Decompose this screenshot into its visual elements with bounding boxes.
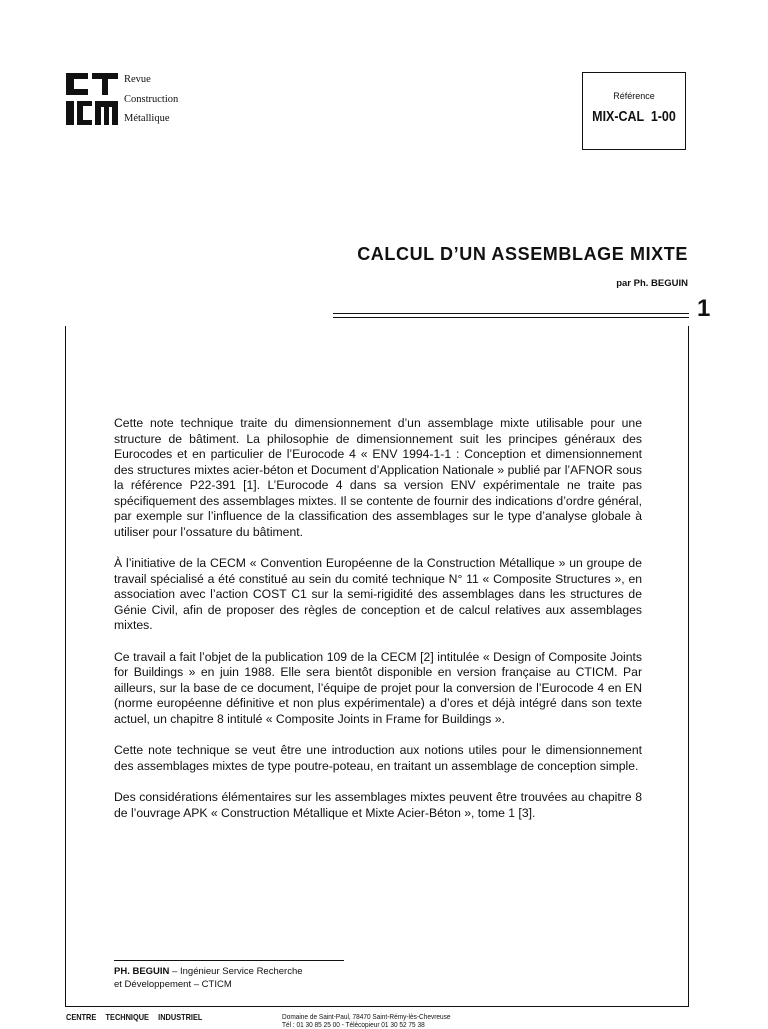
article-body: [114, 416, 642, 837]
publication-line-3: Métallique: [124, 113, 170, 124]
title-rule-bottom: [333, 317, 689, 318]
cticm-logo: [66, 73, 118, 125]
body-paragraph-4: Cette note technique se veut être une introduction aux notions utiles pour le dimensionnement des assemblages mixtes de type poutre-poteau, en traitant un assemblage de conception simple.: [114, 743, 642, 773]
footnote-author-name: PH. BEGUIN: [114, 966, 170, 977]
article-byline: par Ph. BEGUIN: [616, 278, 688, 289]
body-paragraph-3: Ce travail a fait l’objet de la publication 109 de la CECM [2] intitulée « Design of Composite Joints for Buildings » en juin 1988. Elle sera bientôt disponible en version française au CTICM. Par ailleurs, sur la base de ce document, l’équipe de projet pour la conversion de l’Eurocode 4 en EN (norme européenne définitive et non plus expérimentale) a d’ores et déjà intégré dans son texte actuel, un chapitre 8 intitulé « Composite Joints in Frame for Buildings ».: [114, 649, 642, 726]
footnote-author-affiliation: et Développement – CTICM: [114, 979, 232, 990]
footer-address-line-1: Domaine de Saint-Paul, 78470 Saint-Rémy-lès-Chevreuse: [282, 1012, 451, 1021]
frame-left-border: [65, 326, 66, 1007]
footnote-author-role: – Ingénieur Service Recherche: [169, 966, 303, 977]
frame-right-border: [688, 326, 689, 1007]
footnote-rule: [114, 960, 344, 961]
body-paragraph-1: Cette note technique traite du dimensionnement d’un assemblage mixte utilisable pour une structure de bâtiment. La philosophie de dimensionnement suit les principes généraux des Eurocodes et en particulier de l’Eurocode 4 « ENV 1994-1-1 : Conception et dimensionnement des structures mixtes acier-béton et Document d’Application Nationale » publié par l’AFNOR sous la référence P22-391 [1]. L’Eurocode 4 dans sa version ENV expérimentale ne traite pas spécifiquement des assemblages mixtes. Il se contente de fournir des indications d’ordre général, par exemple sur l’influence de la classification des assemblages sur le type d’analyse globale à utiliser pour l’ossature du bâtiment.: [114, 416, 642, 539]
reference-value: MIX-CAL 1-00: [592, 109, 676, 125]
footer-organization: CENTRE TECHNIQUE INDUSTRIEL: [66, 1013, 203, 1022]
reference-label: Référence: [613, 91, 655, 101]
article-title: CALCUL D’UN ASSEMBLAGE MIXTE: [357, 244, 688, 264]
frame-bottom-border: [65, 1006, 689, 1007]
body-paragraph-2: À l’initiative de la CECM « Convention Européenne de la Construction Métallique » un groupe de travail spécialisé a été constitué au sein du comité technique N° 11 « Composite Structures », en association avec l’action COST C1 sur la semi-rigidité des assemblages dans les structures de Génie Civil, afin de proposer des règles de conception et de calcul relatives aux assemblages mixtes.: [114, 556, 642, 632]
footer-address-line-2: Tél : 01 30 85 25 00 - Télécopieur 01 30 52 75 38: [282, 1020, 425, 1029]
author-footnote: [114, 965, 303, 991]
publication-name: [124, 70, 178, 129]
footer-address: [282, 1013, 450, 1029]
reference-box: [582, 72, 686, 150]
title-rule-top: [333, 313, 689, 314]
publication-line-1: Revue: [124, 74, 151, 85]
body-paragraph-5: Des considérations élémentaires sur les assemblages mixtes peuvent être trouvées au chapitre 8 de l’ouvrage APK « Construction Métallique et Mixte Acier-Béton », tome 1 [3].: [114, 790, 642, 820]
page-number: 1: [697, 295, 711, 322]
publication-line-2: Construction: [124, 93, 179, 105]
